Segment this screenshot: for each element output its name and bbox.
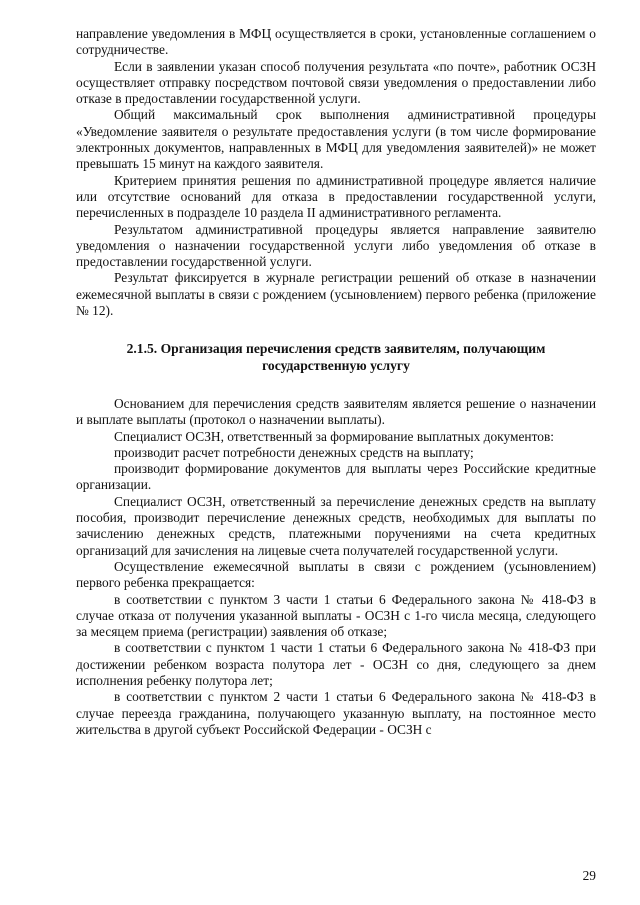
section-heading-line: 2.1.5. Организация перечисления средств заявителям, получающим bbox=[126, 341, 546, 357]
paragraph: производит формирование документов для выплаты через Российские кредитные организации. bbox=[76, 461, 596, 493]
paragraph: Основанием для перечисления средств заявителям является решение о назначении и выплате выплаты (протокол о назначении выплаты). bbox=[76, 395, 596, 428]
paragraph: Общий максимальный срок выполнения административной процедуры «Уведомление заявителя о результате предоставления услуги (в том числе формирование электронных документов, направленных в МФЦ для уведомления заявителей)» не может превышать 15 минут на каждого заявителя. bbox=[76, 107, 596, 172]
paragraph: в соответствии с пунктом 2 части 1 статьи 6 Федерального закона № 418-ФЗ в случае переезда гражданина, получающего указанную выплату, на постоянное место жительства в другой субъект Российской Федерации - ОСЗН с bbox=[76, 689, 596, 737]
paragraph: Критерием принятия решения по административной процедуре является наличие или отсутствие оснований для отказа в предоставлении государственной услуги, перечисленных в подразделе 10 раздела II административного регламента. bbox=[76, 172, 596, 221]
paragraph: Если в заявлении указан способ получения результата «по почте», работник ОСЗН осуществляет отправку посредством почтовой связи уведомления о предоставлении либо отказе в предоставлении государственной услуги. bbox=[76, 58, 596, 107]
paragraph: Специалист ОСЗН, ответственный за формирование выплатных документов: bbox=[114, 428, 555, 444]
page-number: 29 bbox=[582, 868, 596, 883]
paragraphs-before-heading bbox=[76, 26, 596, 319]
section-heading-line: государственную услугу bbox=[262, 357, 410, 373]
paragraph: Результат фиксируется в журнале регистрации решений об отказе в назначении ежемесячной выплаты в связи с рождением (усыновлением) первого ребенка (приложение № 12). bbox=[76, 270, 596, 319]
paragraph: направление уведомления в МФЦ осуществляется в сроки, установленные соглашением о сотрудничестве. bbox=[76, 26, 596, 58]
paragraph: Осуществление ежемесячной выплаты в связи с рождением (усыновлением) первого ребенка прекращается: bbox=[76, 558, 596, 591]
paragraph: в соответствии с пунктом 1 части 1 статьи 6 Федерального закона № 418-ФЗ при достижении ребенком возраста полутора лет - ОСЗН со дня, следующего за днем исполнения ребенку полутора лет; bbox=[76, 640, 596, 688]
paragraph: в соответствии с пунктом 3 части 1 статьи 6 Федерального закона № 418-ФЗ в случае отказа от получения указанной выплаты - ОСЗН с 1-го числа месяца, следующего за месяцем приема (регистрации) заявления об отказе; bbox=[76, 591, 596, 640]
document-page bbox=[76, 26, 596, 738]
paragraphs-after-heading bbox=[76, 396, 596, 738]
paragraph: Специалист ОСЗН, ответственный за перечисление денежных средств на выплату пособия, производит перечисление денежных средств, необходимых для выплаты по зачислению денежных средств, платежными поручениями на счета кредитных организаций для зачисления на лицевые счета получателей государственной услуги. bbox=[76, 493, 596, 558]
section-heading bbox=[76, 341, 596, 374]
paragraph: Результатом административной процедуры является направление заявителю уведомления о назначении государственной услуги либо уведомления об отказе в предоставлении государственной услуги. bbox=[76, 221, 596, 270]
paragraph: производит расчет потребности денежных средств на выплату; bbox=[114, 444, 474, 460]
